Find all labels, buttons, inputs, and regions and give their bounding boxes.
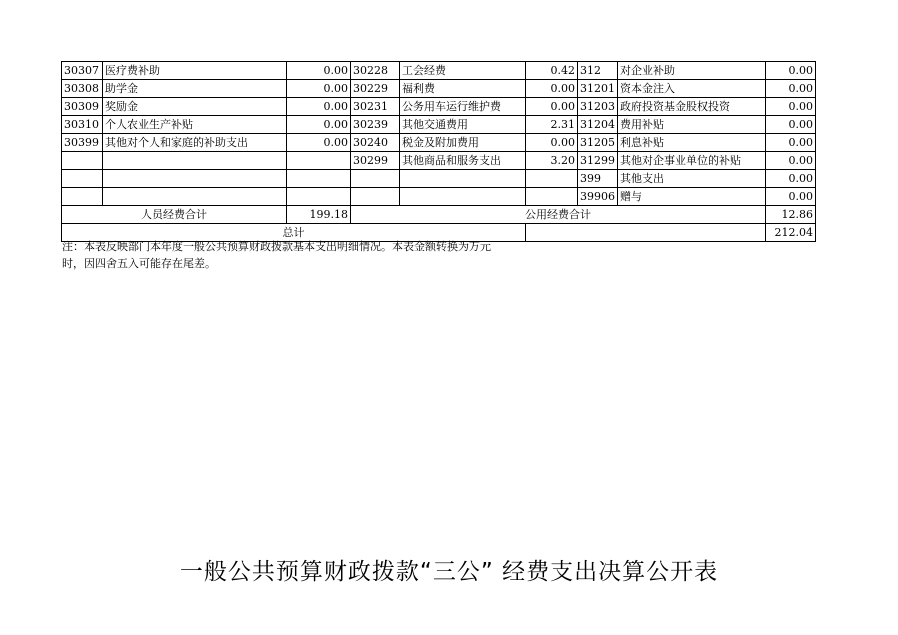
amount-cell: 3.20: [526, 152, 578, 170]
amount-cell: 0.00: [526, 98, 578, 116]
name-cell: 其他商品和服务支出: [400, 152, 526, 170]
name-cell: 其他支出: [618, 170, 766, 188]
name-cell: [103, 170, 287, 188]
amount-cell: 0.00: [766, 116, 816, 134]
code-cell: 30228: [351, 62, 400, 80]
code-cell: 30231: [351, 98, 400, 116]
amount-cell: 0.00: [287, 116, 351, 134]
name-cell: 助学金: [103, 80, 287, 98]
code-cell: 30307: [62, 62, 103, 80]
amount-cell: 0.00: [287, 62, 351, 80]
name-cell: 赠与: [618, 188, 766, 206]
amount-cell: [526, 170, 578, 188]
code-cell: [62, 152, 103, 170]
name-cell: [103, 188, 287, 206]
amount-cell: 0.00: [766, 62, 816, 80]
amount-cell: 0.00: [766, 152, 816, 170]
name-cell: 其他对企事业单位的补贴: [618, 152, 766, 170]
code-cell: 31203: [578, 98, 618, 116]
grand-total-value: 212.04: [766, 224, 816, 242]
table-row: [62, 188, 816, 206]
name-cell: 对企业补助: [618, 62, 766, 80]
code-cell: 30309: [62, 98, 103, 116]
personnel-total-value: 199.18: [287, 206, 351, 224]
name-cell: 其他对个人和家庭的补助支出: [103, 134, 287, 152]
name-cell: 税金及附加费用: [400, 134, 526, 152]
name-cell: 公务用车运行维护费: [400, 98, 526, 116]
code-cell: 312: [578, 62, 618, 80]
amount-cell: 0.00: [526, 80, 578, 98]
amount-cell: 0.00: [766, 80, 816, 98]
name-cell: 医疗费补助: [103, 62, 287, 80]
name-cell: 资本金注入: [618, 80, 766, 98]
amount-cell: [287, 152, 351, 170]
amount-cell: 0.00: [766, 188, 816, 206]
subtotal-row: [62, 206, 816, 224]
public-total-value: 12.86: [766, 206, 816, 224]
code-cell: 399: [578, 170, 618, 188]
name-cell: 奖励金: [103, 98, 287, 116]
code-cell: 31201: [578, 80, 618, 98]
name-cell: 其他交通费用: [400, 116, 526, 134]
code-cell: [62, 170, 103, 188]
code-cell: 30229: [351, 80, 400, 98]
amount-cell: [287, 188, 351, 206]
amount-cell: 0.00: [526, 134, 578, 152]
name-cell: 费用补贴: [618, 116, 766, 134]
amount-cell: 0.00: [766, 170, 816, 188]
table-note: [62, 238, 532, 272]
code-cell: [351, 170, 400, 188]
personnel-total-label: 人员经费合计: [62, 206, 287, 224]
table-row: [62, 62, 816, 80]
code-cell: 30310: [62, 116, 103, 134]
table-row: [62, 80, 816, 98]
grand-total-label: 总计: [62, 224, 526, 242]
public-total-label: 公用经费合计: [351, 206, 766, 224]
code-cell: 39906: [578, 188, 618, 206]
table-row: [62, 116, 816, 134]
code-cell: 30299: [351, 152, 400, 170]
amount-cell: [287, 170, 351, 188]
amount-cell: [526, 188, 578, 206]
code-cell: [351, 188, 400, 206]
amount-cell: 2.31: [526, 116, 578, 134]
code-cell: 30399: [62, 134, 103, 152]
name-cell: 福利费: [400, 80, 526, 98]
amount-cell: 0.42: [526, 62, 578, 80]
name-cell: [400, 188, 526, 206]
table-row: [62, 170, 816, 188]
table-row: [62, 134, 816, 152]
amount-cell: 0.00: [287, 80, 351, 98]
amount-cell: 0.00: [287, 134, 351, 152]
code-cell: [62, 188, 103, 206]
table-row: [62, 152, 816, 170]
note-line-2: 时，因四舍五入可能存在尾差。: [62, 257, 216, 270]
name-cell: [400, 170, 526, 188]
expenditure-detail-table: [61, 61, 816, 242]
code-cell: 31205: [578, 134, 618, 152]
code-cell: 31299: [578, 152, 618, 170]
amount-cell: 0.00: [766, 134, 816, 152]
section-title: 一般公共预算财政拨款“三公” 经费支出决算公开表: [179, 559, 719, 585]
amount-cell: 0.00: [287, 98, 351, 116]
code-cell: 30308: [62, 80, 103, 98]
code-cell: 30240: [351, 134, 400, 152]
table-row: [62, 98, 816, 116]
name-cell: 个人农业生产补贴: [103, 116, 287, 134]
name-cell: 政府投资基金股权投资: [618, 98, 766, 116]
name-cell: [103, 152, 287, 170]
code-cell: 30239: [351, 116, 400, 134]
note-line-1: 注：本表反映部门本年度一般公共预算财政拨款基本支出明细情况。本表金额转换为万元: [62, 240, 491, 253]
name-cell: 利息补贴: [618, 134, 766, 152]
grand-total-blank: [526, 224, 766, 242]
amount-cell: 0.00: [766, 98, 816, 116]
name-cell: 工会经费: [400, 62, 526, 80]
code-cell: 31204: [578, 116, 618, 134]
